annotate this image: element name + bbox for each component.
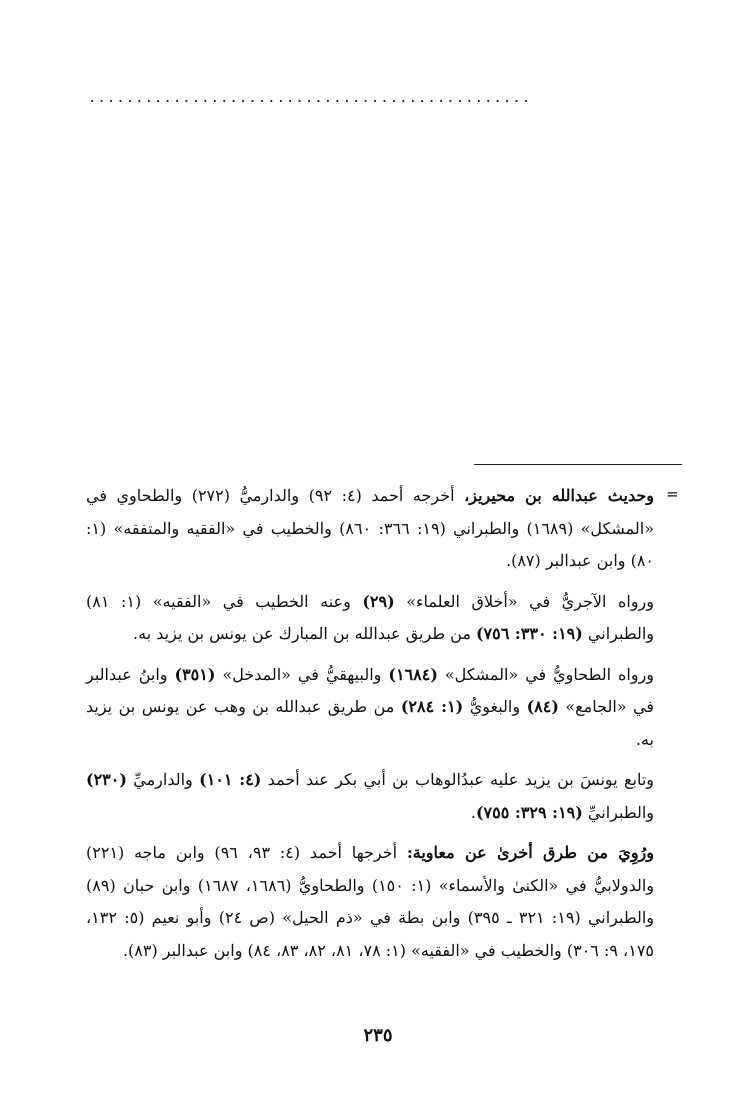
continuation-mark: = [666, 485, 679, 503]
footnote-text: والبغويُّ [463, 697, 527, 716]
footnote-text: . [470, 802, 476, 822]
footnote-paragraph-2 [86, 586, 654, 651]
footnote-text: أخرجه أحمد (٤: ٩٢) والدارميُّ (٢٧٢) والطحاوي في «المشكل» (١٦٨٩) والطبراني (١٩: ٣٦٦: ٨٦٠) والخطيب في «الفقيه والمتفقه» (١: ٨٠) وابن عبدالبر (٨٧). [86, 486, 655, 570]
reference-number: (٢٩) [362, 591, 395, 611]
footnote-text: وتابع يونسَ بن يزيد عليه عبدُالوهاب بن أبي بكر عند أحمد [261, 770, 654, 789]
narration-heading: ورُوِيَ من طرق أخرىٰ عن معاوية: [406, 843, 655, 862]
footnote-text: والبيهقيُّ في «المدخل» [215, 664, 389, 684]
footnote-text: والطبرانيِّ [582, 802, 654, 822]
footnote-text: والدارميِّ [126, 770, 200, 789]
footnote-paragraph-1 [86, 480, 654, 578]
reference-number: (١: ٢٨٤) [400, 697, 464, 716]
reference-number: (١٦٨٤) [388, 664, 438, 684]
reference-number: (٨٤) [526, 697, 559, 716]
page-number: ٢٣٥ [363, 1025, 393, 1046]
footnote-text: ورواه الطحاويُّ في «المشكل» [437, 664, 655, 684]
footnote-paragraph-5 [86, 837, 654, 967]
reference-number: (٢٣٠) [86, 770, 127, 789]
footnote-text: وابنُ عبدالبر في «الجامع» [86, 664, 655, 716]
reference-number: (٣٥١) [174, 664, 216, 684]
reference-number: (٤: ١٠١) [199, 770, 262, 789]
footnote-text: من طريق عبدالله بن المبارك عن يونس بن يزيد به. [133, 624, 476, 643]
footnotes-block [86, 480, 654, 967]
footnote-paragraph-4 [86, 764, 654, 829]
narration-heading: وحديث عبدالله بن محيريز، [464, 486, 654, 505]
footnote-rule [474, 464, 682, 465]
dotted-separator: ............................................... [88, 90, 532, 106]
footnote-text: ورواه الآجريُّ في «أخلاق العلماء» [394, 591, 655, 611]
reference-number: (١٩: ٣٢٩: ٧٥٥) [475, 802, 583, 822]
footnote-text: من طريق عبدالله بن وهب عن يونس بن يزيد به. [86, 697, 654, 749]
footnote-text: وعنه الخطيب في «الفقيه» (١: ٨١) والطبراني [86, 591, 654, 643]
reference-number: (١٩: ٣٣٠: ٧٥٦) [475, 624, 583, 643]
footnote-paragraph-3 [86, 659, 654, 757]
footnote-text: أخرجها أحمد (٤: ٩٣، ٩٦) وابن ماجه (٢٢١) والدولابيُّ في «الكنىٰ والأسماء» (١: ١٥٠) والطحاويُّ (١٦٨٦، ١٦٨٧) وابن حبان (٨٩) والطبراني (١٩: ٣٢١ ـ ٣٩٥) وابن بطة في «ذم الحيل» (ص ٢٤) وأبو نعيم (٥: ١٣٢، ١٧٥، ٩: ٣٠٦) والخطيب في «الفقيه» (١: ٧٨، ٨١، ٨٢، ٨٣، ٨٤) وابن عبدالبر (٨٣). [86, 843, 655, 960]
